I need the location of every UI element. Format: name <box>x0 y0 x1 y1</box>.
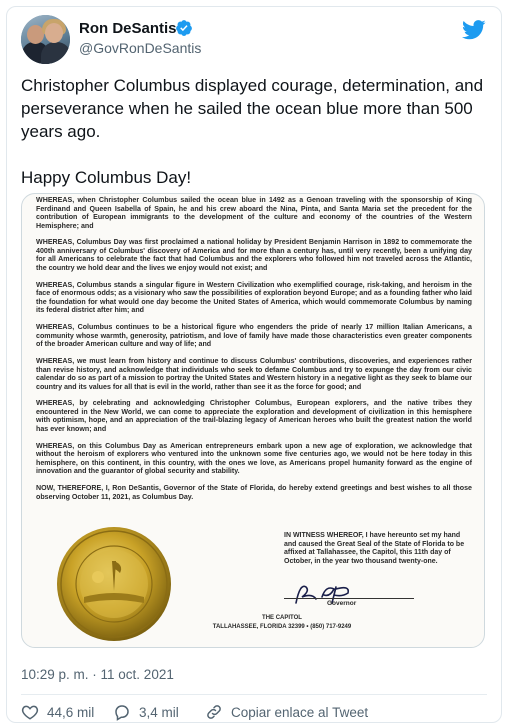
tweet-actions <box>21 702 491 722</box>
like-button[interactable] <box>21 702 94 722</box>
capitol-label: THE CAPITOL <box>262 615 302 621</box>
reply-button[interactable] <box>113 702 179 722</box>
proclamation-paragraph: NOW, THEREFORE, I, Ron DeSantis, Governor of the State of Florida, do hereby extend greetings and best wishes to all those observing October 11, 2021, as Columbus Day. <box>36 484 472 501</box>
proclamation-paragraph: WHEREAS, on this Columbus Day as American entrepreneurs embark upon a new age of exploration, we acknowledge that without the heroism of explorers who ventured into the unknown some five centuries ago, we would not be here today in this hemisphere, on this continent, in this country, with the ones we love, as Americans propel humanity forward as the engine of innovation and the guarantor of global security and stability. <box>36 441 472 476</box>
tweet-greeting: Happy Columbus Day! <box>21 168 192 187</box>
tweet-text <box>21 74 491 189</box>
proclamation-paragraph: WHEREAS, Columbus Day was first proclaimed a national holiday by President Benjamin Harrison in 1892 to commemorate the 400th anniversary of Columbus' discovery of America and for more than a century has, until very recently, been a unifying day for all Americans to celebrate the fact that had Columbus and the explorers who followed him not traveled across the Atlantic, the country we hold dear and the lives we enjoy would not exist; and <box>36 238 472 272</box>
avatar[interactable] <box>21 15 70 64</box>
signature-line <box>284 598 414 599</box>
reply-bubble-icon <box>113 703 131 721</box>
proclamation-paragraph: WHEREAS, when Christopher Columbus sailed the ocean blue in 1492 as a Genoan traveling with the sponsorship of King Ferdinand and Queen Isabella of Spain, he and his crew aboard the Nina, Pinta, and Santa Maria set the precedent for the contribution of European immigrants to the development of the culture and economy of the countries of the Western Hemisphere; and <box>36 196 472 230</box>
author-name[interactable]: Ron DeSantis <box>79 20 177 37</box>
address-line: TALLAHASSEE, FLORIDA 32399 • (850) 717-9249 <box>212 624 352 630</box>
copy-link-button[interactable] <box>205 702 368 722</box>
like-count: 44,6 mil <box>47 704 95 720</box>
governor-label: Governor <box>327 600 357 607</box>
proclamation-paragraph: WHEREAS, Columbus continues to be a historical figure who engenders the pride of nearly 17 million Italian Americans, a community whose warmth, generosity, patriotism, and love of family have made those characteristics even greater components of the broader American culture and way of life; and <box>36 323 472 349</box>
tweet-timestamp[interactable]: 10:29 p. m. · 11 oct. 2021 <box>21 667 174 682</box>
florida-seal-icon <box>54 525 174 643</box>
twitter-bird-icon[interactable] <box>462 20 486 40</box>
divider <box>21 694 487 695</box>
author-handle[interactable]: @GovRonDeSantis <box>79 40 202 56</box>
tweet-body: Christopher Columbus displayed courage, determination, and perseverance when he sailed the ocean blue more than 500 years ago. <box>21 76 484 141</box>
link-icon <box>205 703 223 721</box>
proclamation-image[interactable] <box>21 193 485 648</box>
verified-badge-icon <box>175 19 193 37</box>
proclamation-paragraph: WHEREAS, Columbus stands a singular figure in Western Civilization who exemplified courage, risk-taking, and heroism in the face of enormous odds; as a visionary who saw the possibilities of exploration beyond Europe; and as a founding father who laid the foundation for what would one day become the United States of America, which would commemorate Columbus by naming its federal district after him; and <box>36 280 472 315</box>
reply-count: 3,4 mil <box>139 704 179 720</box>
proclamation-paragraph: WHEREAS, by celebrating and acknowledging Christopher Columbus, European explorers, and the native tribes they encountered in the New World, we can come to appreciate the exploration and development of civilization in this hemisphere with optimism, hope, and an appreciation of the trail-blazing legacy of American heroes who built the greatest nation the world has ever known; and <box>36 399 472 433</box>
witness-text: IN WITNESS WHEREOF, I have hereunto set my hand and caused the Great Seal of the State of Florida to be affixed at Tallahassee, the Capitol, this 11th day of October, in the year two thousand twenty-one. <box>284 532 465 565</box>
copy-link-label: Copiar enlace al Tweet <box>231 704 369 720</box>
proclamation-paragraph: WHEREAS, we must learn from history and continue to discuss Columbus' contributions, discoveries, and experiences rather than revise history, and acknowledge that individuals who seek to defame Columbus and try to expunge the day from our civic calendar do so as part of a mission to portray the United States and Western history in a negative light as they seek to blame our country and its values for all that is evil in the world, rather than see it as the force for good; and <box>36 357 472 391</box>
heart-icon <box>21 703 39 721</box>
proclamation-text <box>36 196 472 510</box>
